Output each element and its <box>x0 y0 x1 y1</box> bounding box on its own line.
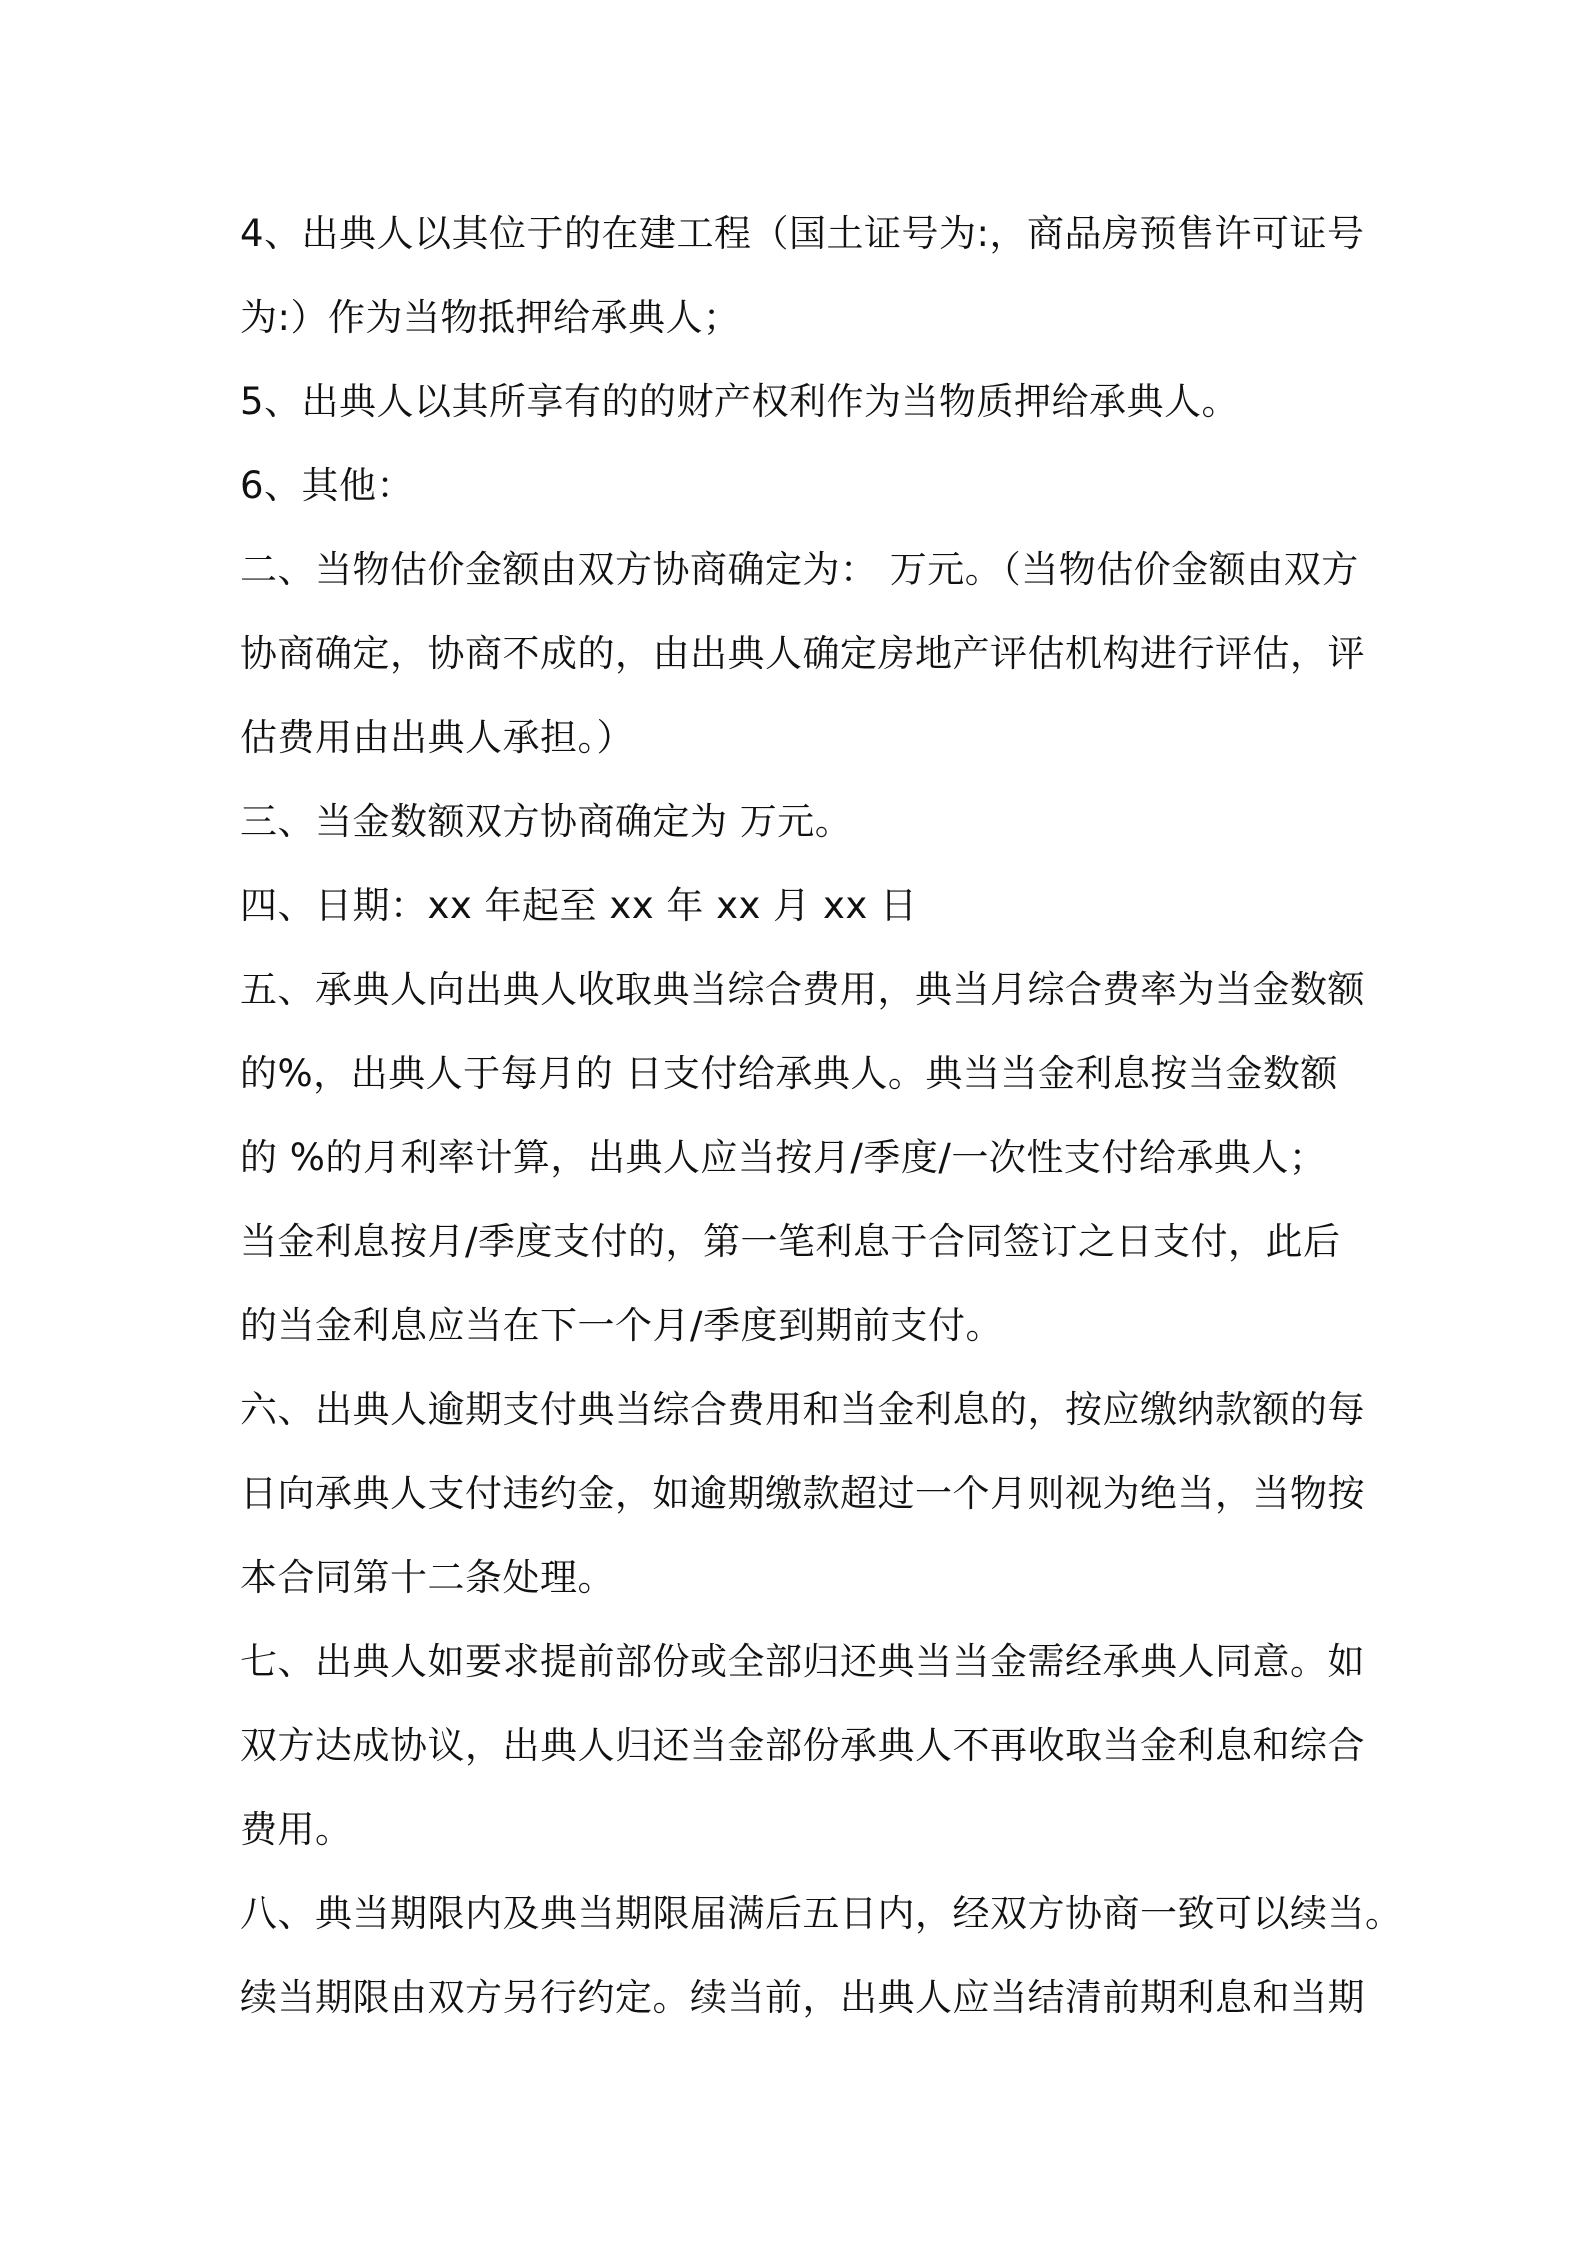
text-line: 为:）作为当物抵押给承典人； <box>240 296 741 339</box>
text-line: 八、典当期限内及典当期限届满后五日内，经双方协商一致可以续当。 <box>240 1892 1403 1935</box>
text-line: 5、出典人以其所享有的的财产权利作为当物质押给承典人。 <box>240 380 1240 423</box>
text-line: 六、出典人逾期支付典当综合费用和当金利息的，按应缴纳款额的每 <box>240 1388 1365 1431</box>
text-line: 协商确定，协商不成的，由出典人确定房地产评估机构进行评估，评 <box>240 632 1365 675</box>
text-line: 估费用由出典人承担。） <box>240 716 634 759</box>
text-line: 费用。 <box>240 1808 353 1851</box>
text-line: 本合同第十二条处理。 <box>240 1556 615 1599</box>
text-line: 当金利息按月/季度支付的，第一笔利息于合同签订之日支付，此后 <box>240 1220 1341 1263</box>
text-line: 日向承典人支付违约金，如逾期缴款超过一个月则视为绝当，当物按 <box>240 1472 1365 1515</box>
text-line: 4、出典人以其位于的在建工程（国土证号为:，商品房预售许可证号 <box>240 212 1365 255</box>
text-line: 二、当物估价金额由双方协商确定为： 万元。（当物估价金额由双方 <box>240 548 1359 591</box>
text-line: 续当期限由双方另行约定。续当前，出典人应当结清前期利息和当期 <box>240 1976 1365 2019</box>
text-line: 七、出典人如要求提前部份或全部归还典当当金需经承典人同意。如 <box>240 1640 1365 1683</box>
text-line: 的%，出典人于每月的 日支付给承典人。典当当金利息按当金数额 <box>240 1052 1338 1095</box>
text-line: 四、日期：xx 年起至 xx 年 xx 月 xx 日 <box>240 884 918 927</box>
text-line: 双方达成协议，出典人归还当金部份承典人不再收取当金利息和综合 <box>240 1724 1365 1767</box>
text-line: 的 %的月利率计算，出典人应当按月/季度/一次性支付给承典人； <box>240 1136 1327 1179</box>
text-line: 五、承典人向出典人收取典当综合费用，典当月综合费率为当金数额 <box>240 968 1365 1011</box>
document-body <box>240 192 1403 2040</box>
text-line: 三、当金数额双方协商确定为 万元。 <box>240 800 853 843</box>
text-line: 的当金利息应当在下一个月/季度到期前支付。 <box>240 1304 1003 1347</box>
text-line: 6、其他： <box>240 464 415 507</box>
